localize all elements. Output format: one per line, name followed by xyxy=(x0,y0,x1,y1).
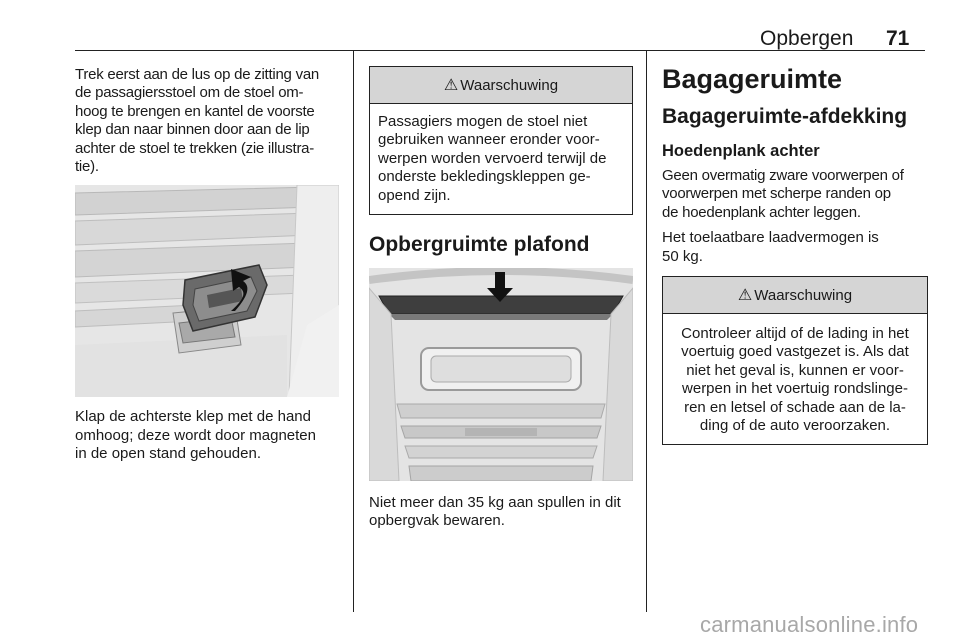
column-right xyxy=(662,66,928,445)
column-middle xyxy=(369,66,633,531)
heading-luggage-compartment: Bagageruimte xyxy=(662,64,843,94)
warning-triangle-icon: ⚠ xyxy=(443,77,459,94)
header-rule xyxy=(75,50,925,51)
warning-triangle-icon: ⚠ xyxy=(737,287,753,305)
warning-text: Passagiers mogen de stoel niet gebruiken wanneer eronder voor- werpen worden vervoerd terwijl de onderste bekledingskleppen ge- opend zijn. xyxy=(378,113,607,204)
warning-box-seat xyxy=(369,66,633,215)
warning-title: Waarschuwing xyxy=(754,286,853,304)
warning-title: Waarschuwing xyxy=(460,76,559,94)
after-figure-paragraph: Klap de achterste klep met de hand omhoog; deze wordt door magneten in de open stand gehouden. xyxy=(75,408,316,463)
warning-header xyxy=(663,277,927,314)
column-left xyxy=(75,66,343,464)
section-heading-ceiling-storage: Opbergruimte plafond xyxy=(369,233,590,257)
warning-header xyxy=(370,67,632,104)
parcel-shelf-paragraph: Geen overmatig zware voorwerpen of voorwerpen met scherpe randen op de hoedenplank achter leggen. xyxy=(662,167,904,221)
seat-flap-illustration xyxy=(75,185,339,397)
running-header-title: Opbergen xyxy=(760,27,854,50)
intro-paragraph: Trek eerst aan de lus op de zitting van de passagiersstoel om de stoel om- hoog te brengen en kantel de voorste klep dan naar binnen door aan de lip achter de stoel te trekken (zie illustra- tie). xyxy=(75,66,320,176)
watermark: carmanualsonline.info xyxy=(700,612,919,637)
ceiling-storage-illustration xyxy=(369,268,633,481)
load-capacity-paragraph: Het toelaatbare laadvermogen is 50 kg. xyxy=(662,229,879,265)
warning-box-cargo xyxy=(662,276,928,445)
column-divider-left xyxy=(353,50,354,612)
heading-luggage-cover: Bagageruimte-afdekking xyxy=(662,105,908,128)
page-number: 71 xyxy=(886,27,910,50)
ceiling-storage-caption: Niet meer dan 35 kg aan spullen in dit opbergvak bewaren. xyxy=(369,494,621,530)
warning-text: Controleer altijd of de lading in het voertuig goed vastgezet is. Als dat niet het geval is, kunnen er voor- werpen in het voertuig rondslinge- ren en letsel of schade aan de la- ding of de auto veroorzaken. xyxy=(681,325,909,435)
heading-rear-parcel-shelf: Hoedenplank achter xyxy=(662,142,820,160)
column-divider-right xyxy=(646,50,647,612)
